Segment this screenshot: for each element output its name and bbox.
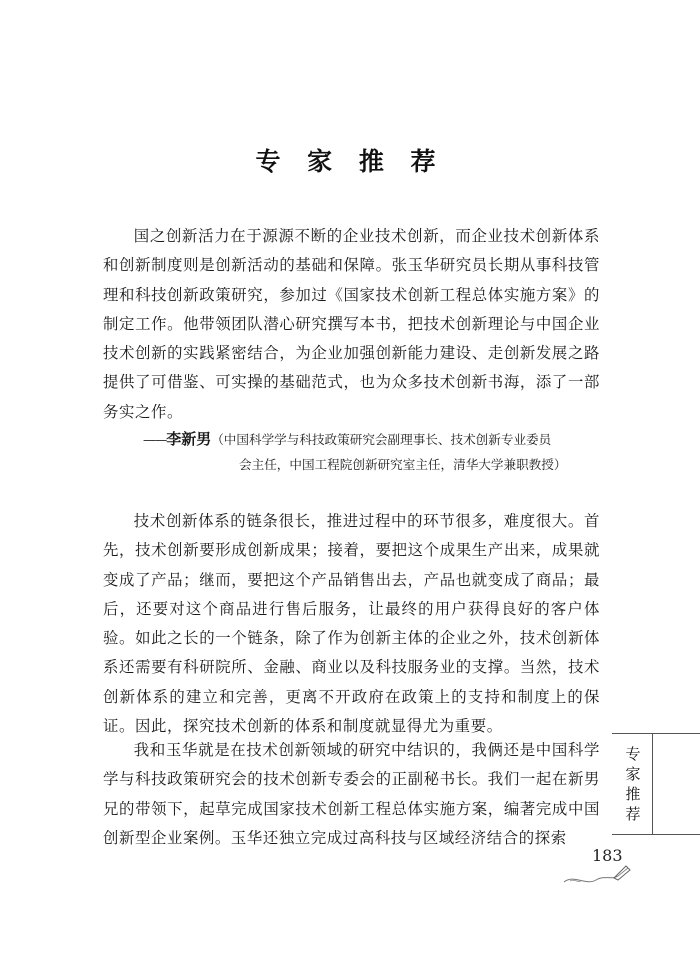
side-tab-label: 专家推荐: [625, 745, 641, 823]
paragraph-1: 国之创新活力在于源源不断的企业技术创新，而企业技术创新体系和创新制度则是创新活动的基础和保障。张玉华研究员长期从事科技管理和科技创新政策研究，参加过《国家技术创新工程总体实施方案》的制定工作。他带领团队潜心研究撰写本书，把技术创新理论与中国企业技术创新的实践紧密结合，为企业加强创新能力建设、走创新发展之路提供了可借鉴、可实操的基础范式，也为众多技术创新书海，添了一部务实之作。: [103, 227, 600, 421]
attribution-name: 李新男: [166, 430, 212, 448]
attribution-affiliation-1: （中国科学学与科技政策研究会副理事长、技术创新专业委员: [211, 432, 552, 447]
paragraph-3: 我和玉华就是在技术创新领域的研究中结识的，我俩还是中国科学学与科技政策研究会的技术创新专委会的正副秘书长。我们一起在新男兄的带领下，起草完成国家技术创新工程总体实施方案，编著完成中国创新型企业案例。玉华还独立完成过高科技与区域经济结合的探索: [103, 741, 600, 847]
attribution: [103, 427, 600, 477]
section-side-tab: [612, 733, 700, 835]
page-number: 183: [592, 846, 623, 865]
attribution-dash: ——: [143, 432, 167, 447]
pen-nib-ornament-icon: [560, 862, 632, 888]
side-tab-box: [612, 734, 653, 834]
attribution-line-1: [103, 427, 600, 452]
paragraph-2: 技术创新体系的链条很长，推进过程中的环节很多，难度很大。首先，技术创新要形成创新成果；接着，要把这个成果生产出来，成果就变成了产品；继而，要把这个产品销售出去，产品也就变成了商品；最后，还要对这个商品进行售后服务，让最终的用户获得良好的客户体验。如此之长的一个链条，除了作为创新主体的企业之外，技术创新体系还需要有科研院所、金融、商业以及科技服务业的支撑。当然，技术创新体系的建立和完善，更离不开政府在政策上的支持和制度上的保证。因此，探究技术创新的体系和制度就显得尤为重要。: [103, 512, 600, 736]
attribution-affiliation-2: 会主任，中国工程院创新研究室主任，清华大学兼职教授）: [239, 457, 567, 472]
page-title: 专 家 推 荐: [255, 147, 445, 176]
